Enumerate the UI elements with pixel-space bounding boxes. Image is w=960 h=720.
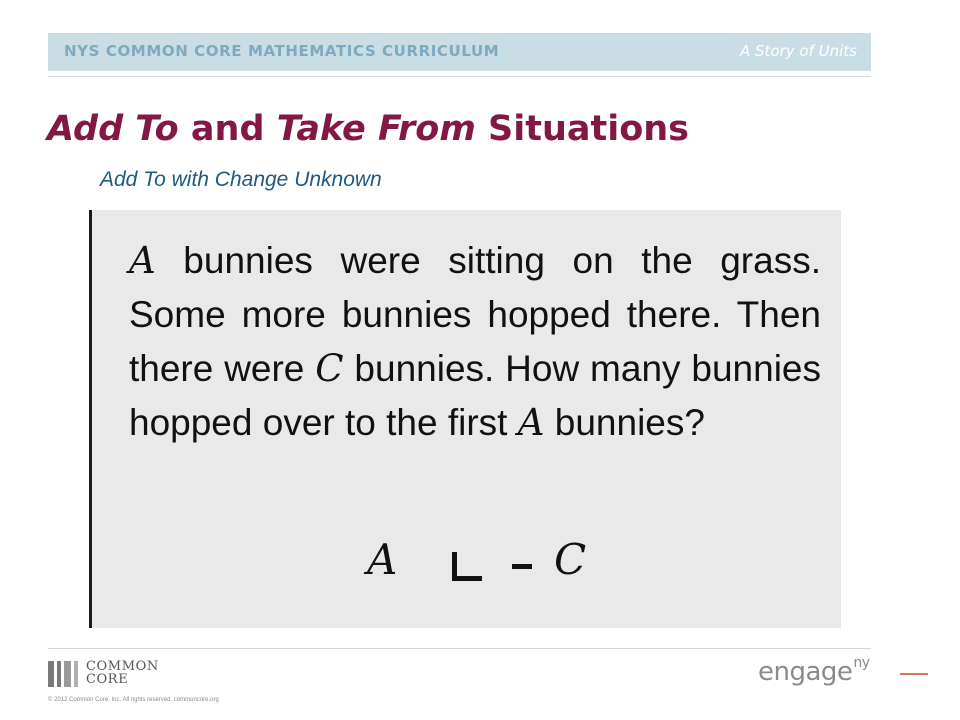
common-core-wordmark bbox=[86, 660, 159, 686]
slide-subtitle: Add To with Change Unknown bbox=[100, 168, 382, 191]
logo-line-2: CORE bbox=[86, 672, 129, 687]
ny-superscript: ny bbox=[853, 655, 870, 672]
logo-line-1: COMMON bbox=[86, 659, 159, 674]
title-part-situations: Situations bbox=[475, 109, 690, 149]
equals-sign-icon bbox=[512, 564, 532, 569]
title-part-and: and bbox=[178, 109, 277, 149]
equation-left-variable: A bbox=[367, 535, 398, 584]
series-label: A Story of Units bbox=[740, 42, 857, 60]
equation bbox=[92, 535, 841, 595]
common-core-logo bbox=[48, 660, 188, 688]
variable-a-second: A bbox=[517, 401, 545, 444]
variable-a: A bbox=[129, 239, 156, 282]
title-part-add-to: Add To bbox=[47, 109, 179, 149]
page-marker bbox=[900, 673, 928, 675]
engage-wordmark: engage bbox=[758, 657, 853, 687]
copyright-notice: © 2012 Common Core, Inc. All rights reserved. commoncore.org bbox=[48, 697, 219, 703]
word-problem bbox=[129, 234, 821, 450]
problem-card bbox=[89, 210, 841, 628]
header-bar bbox=[48, 33, 871, 71]
problem-text-2: bunnies. How many bunnies hopped over to the first bbox=[129, 348, 821, 443]
slide-title bbox=[47, 109, 689, 149]
variable-c: C bbox=[315, 347, 344, 390]
unknown-box-icon bbox=[452, 552, 482, 581]
equation-right-variable: C bbox=[554, 535, 587, 584]
footer-divider bbox=[48, 648, 871, 649]
engageny-logo bbox=[758, 657, 870, 687]
problem-text-1: bunnies were sitting on the grass. Some more bunnies hopped there. Then there were bbox=[129, 240, 821, 389]
curriculum-label: NYS COMMON CORE MATHEMATICS CURRICULUM bbox=[64, 42, 500, 60]
problem-text-3: bunnies? bbox=[544, 402, 705, 443]
header-divider bbox=[48, 76, 871, 77]
title-part-take-from: Take From bbox=[276, 109, 476, 149]
